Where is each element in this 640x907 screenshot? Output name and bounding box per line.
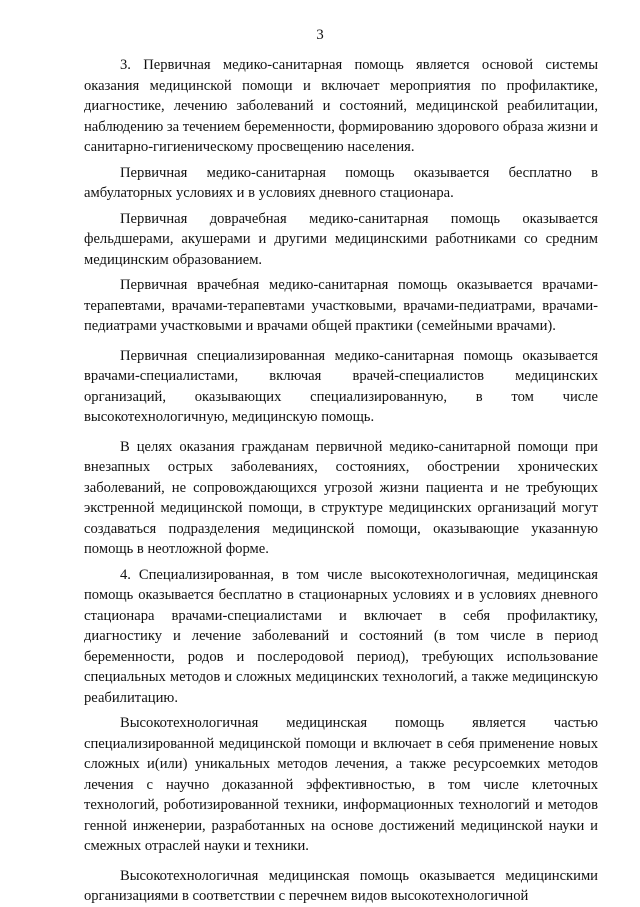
document-body [84, 55, 598, 907]
paragraph-specialized-primary-care: Первичная специализированная медико-санитарная помощь оказывается врачами-специалистами, включая врачей-специалистов медицинских организаций, оказывающих специализированную, в том числе высокотехнологичную, медицинскую помощь. [84, 347, 598, 425]
page-number: 3 [316, 27, 324, 43]
paragraph-high-tech-care-definition: Высокотехнологичная медицинская помощь является частью специализированной медицинской помощи и включает в себя применение новых сложных и(или) уникальных методов лечения, а также ресурсоемких методов лечения с научно доказанной эффективностью, в том числе клеточных технологий, роботизированной техники, информационных технологий и методов генной инженерии, разработанных на основе достижений медицинской науки и смежных отраслей науки и техники. [84, 715, 598, 854]
paragraph-physician-care: Первичная врачебная медико-санитарная помощь оказывается врачами-терапевтами, врачами-терапевтами участковыми, врачами-педиатрами, врачами-педиатрами участковыми и врачами общей практики (семейными врачами). [84, 277, 598, 334]
paragraph-primary-care-free: Первичная медико-санитарная помощь оказывается бесплатно в амбулаторных условиях и в условиях дневного стационара. [84, 164, 598, 201]
paragraph-high-tech-care-provision: Высокотехнологичная медицинская помощь оказывается медицинскими организациями в соответствии с перечнем видов высокотехнологичной [84, 867, 598, 904]
paragraph-urgent-care: В целях оказания гражданам первичной медико-санитарной помощи при внезапных острых заболеваниях, состояниях, обострении хронических заболеваний, не сопровождающихся угрозой жизни пациента и не требующих экстренной медицинской помощи, в структуре медицинских организаций могут создаваться подразделения медицинской помощи, оказывающие указанную помощь в неотложной форме. [84, 438, 598, 557]
paragraph-pre-medical-care: Первичная доврачебная медико-санитарная помощь оказывается фельдшерами, акушерами и другими медицинскими работниками со средним медицинским образованием. [84, 210, 598, 268]
paragraph-specialized-care: 4. Специализированная, в том числе высокотехнологичная, медицинская помощь оказывается бесплатно в стационарных условиях и в условиях дневного стационара врачами-специалистами и включает в себя профилактику, диагностику и лечение заболеваний и состояний (в том числе в период беременности, родов и послеродовой период), требующих использование специальных методов и сложных медицинских технологий, а также медицинскую реабилитацию. [84, 566, 598, 706]
paragraph-primary-care-definition: 3. Первичная медико-санитарная помощь является основой системы оказания медицинской помощи и включает мероприятия по профилактике, диагностике, лечению заболеваний и состояний, медицинской реабилитации, наблюдению за течением беременности, формированию здорового образа жизни и санитарно-гигиеническому просвещению населения. [84, 57, 598, 155]
